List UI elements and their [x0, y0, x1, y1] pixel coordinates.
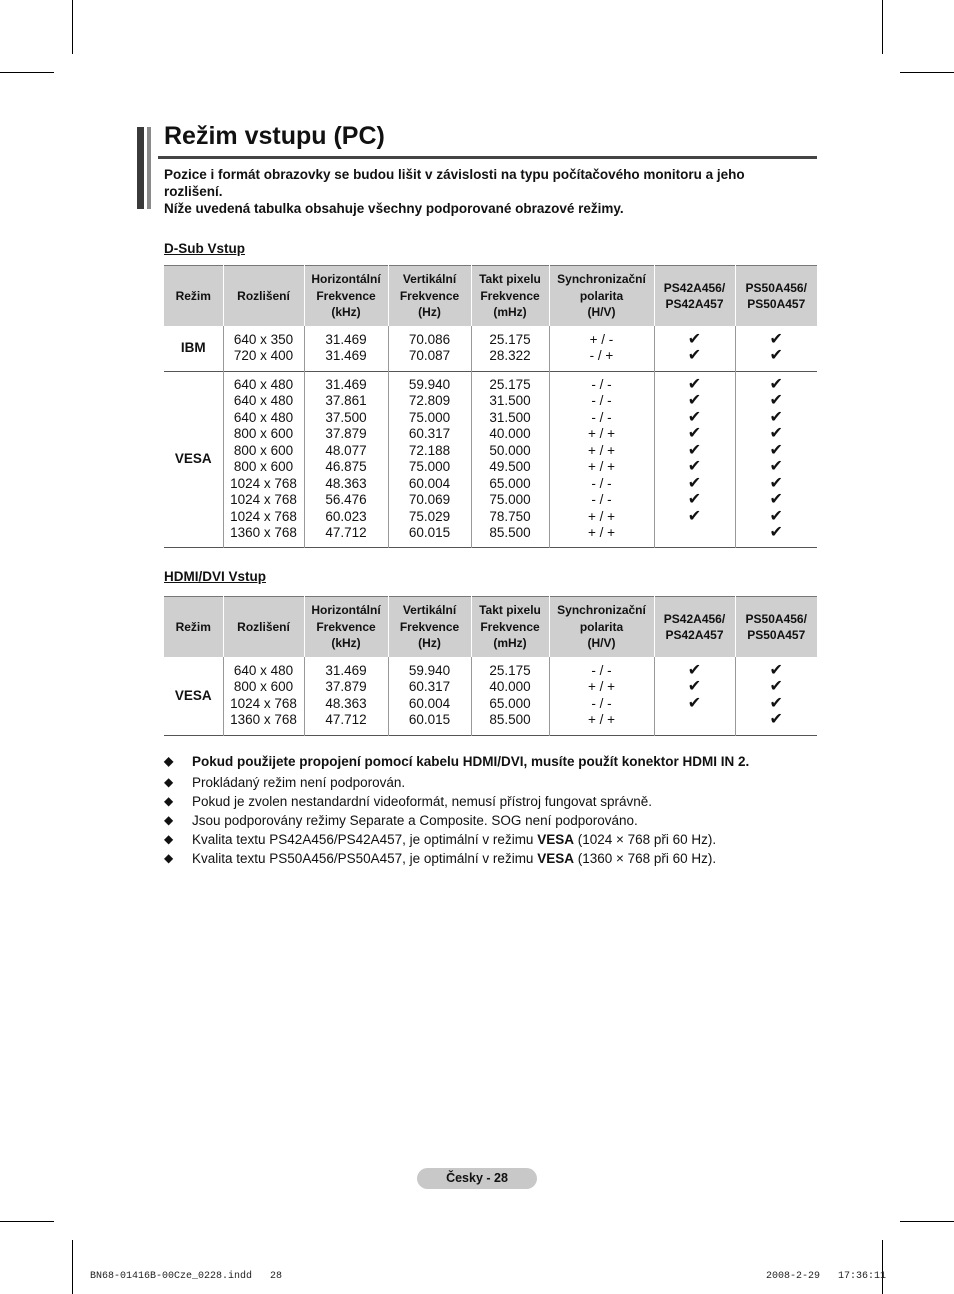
print-slug-file: BN68-01416B-00Cze_0228.indd 28	[90, 1271, 283, 1282]
pixel-cell: 25.175 28.322	[471, 326, 549, 371]
note-text: Jsou podporovány režimy Separate a Composite. SOG není podporováno.	[192, 813, 638, 828]
dsub-table	[164, 265, 817, 548]
col-header-mode: Režim	[164, 266, 223, 327]
list-item	[164, 752, 824, 773]
note-text: Prokládaný režim není podporován.	[192, 775, 406, 790]
col-header-resolution: Rozlišení	[223, 597, 304, 658]
polarity-cell: + / - - / +	[549, 326, 654, 371]
list-item	[164, 811, 824, 830]
intro-text	[164, 166, 804, 217]
col-header-resolution: Rozlišení	[223, 266, 304, 327]
list-item	[164, 849, 824, 868]
notes-list	[164, 752, 824, 868]
vfreq-cell: 59.940 72.809 75.000 60.317 72.188 75.000 60.004 70.069 75.029 60.015	[388, 371, 471, 547]
table-row	[164, 326, 817, 371]
note-text: Pokud použijete propojení pomocí kabelu HDMI/DVI, musíte použít konektor HDMI IN 2.	[192, 754, 750, 769]
diamond-bullet-icon: ◆	[164, 754, 174, 768]
list-item	[164, 830, 824, 849]
list-item	[164, 773, 824, 792]
hdmi-table	[164, 596, 817, 736]
diamond-bullet-icon: ◆	[164, 775, 174, 789]
col-header-mode: Režim	[164, 597, 223, 658]
vfreq-cell: 70.086 70.087	[388, 326, 471, 371]
checkmark-icon: ✔ ✔ ✔ ✔ ✔ ✔ ✔ ✔ ✔	[654, 371, 735, 547]
page-title: Režim vstupu (PC)	[164, 122, 385, 150]
col-header-ps50: PS50A456/ PS50A457	[735, 597, 817, 658]
crop-mark	[900, 1221, 954, 1222]
col-header-polarity: Synchronizační polarita (H/V)	[549, 266, 654, 327]
diamond-bullet-icon: ◆	[164, 851, 174, 865]
mode-cell: VESA	[174, 450, 212, 466]
note-text: (1360 × 768 při 60 Hz).	[573, 851, 717, 866]
checkmark-icon: ✔ ✔ ✔ ✔ ✔ ✔ ✔ ✔ ✔ ✔	[735, 371, 817, 547]
title-underline	[158, 156, 817, 159]
polarity-cell: - / - - / - - / - + / + + / + + / + - / - - / - + / + + / +	[549, 371, 654, 547]
dsub-section-label: D-Sub Vstup	[164, 241, 245, 256]
col-header-vfreq: Vertikální Frekvence (Hz)	[388, 597, 471, 658]
title-accent-bar	[147, 127, 151, 209]
print-slug-date: 2008-2-29 17:36:11	[766, 1271, 887, 1282]
diamond-bullet-icon: ◆	[164, 813, 174, 827]
crop-mark	[882, 0, 883, 54]
vfreq-cell: 59.940 60.317 60.004 60.015	[388, 657, 471, 735]
col-header-pixel: Takt pixelu Frekvence (mHz)	[471, 266, 549, 327]
crop-mark	[0, 72, 54, 73]
note-text: Pokud je zvolen nestandardní videoformát, nemusí přístroj fungovat správně.	[192, 794, 653, 809]
crop-mark	[900, 72, 954, 73]
col-header-polarity: Synchronizační polarita (H/V)	[549, 597, 654, 658]
list-item	[164, 792, 824, 811]
table-header-row	[164, 266, 817, 327]
intro-line: Níže uvedená tabulka obsahuje všechny podporované obrazové režimy.	[164, 201, 624, 216]
diamond-bullet-icon: ◆	[164, 832, 174, 846]
diamond-bullet-icon: ◆	[164, 794, 174, 808]
resolution-cell: 640 x 350 720 x 400	[223, 326, 304, 371]
table-header-row	[164, 597, 817, 658]
checkmark-icon: ✔ ✔	[735, 326, 817, 371]
hfreq-cell: 31.469 37.879 48.363 47.712	[304, 657, 388, 735]
col-header-hfreq: Horizontální Frekvence (kHz)	[304, 266, 388, 327]
note-text: Kvalita textu PS42A456/PS42A457, je optimální v režimu	[192, 832, 538, 847]
hfreq-cell: 31.469 37.861 37.500 37.879 48.077 46.875 48.363 56.476 60.023 47.712	[304, 371, 388, 547]
crop-mark	[0, 1221, 54, 1222]
checkmark-icon: ✔ ✔	[654, 326, 735, 371]
mode-cell: IBM	[180, 340, 206, 355]
col-header-vfreq: Vertikální Frekvence (Hz)	[388, 266, 471, 327]
checkmark-icon: ✔ ✔ ✔	[654, 657, 735, 735]
hdmi-section-label: HDMI/DVI Vstup	[164, 569, 267, 584]
crop-mark	[882, 1240, 883, 1294]
mode-cell: VESA	[174, 687, 212, 703]
col-header-ps50: PS50A456/ PS50A457	[735, 266, 817, 327]
note-text: Kvalita textu PS50A456/PS50A457, je optimální v režimu	[192, 851, 538, 866]
pixel-cell: 25.175 40.000 65.000 85.500	[471, 657, 549, 735]
note-emphasis: VESA	[537, 832, 574, 847]
col-header-pixel: Takt pixelu Frekvence (mHz)	[471, 597, 549, 658]
checkmark-icon: ✔ ✔ ✔ ✔	[735, 657, 817, 735]
intro-line: Pozice i formát obrazovky se budou lišit v závislosti na typu počítačového monitoru a jeho rozlišení.	[164, 167, 745, 199]
col-header-hfreq: Horizontální Frekvence (kHz)	[304, 597, 388, 658]
table-row	[164, 371, 817, 547]
hfreq-cell: 31.469 31.469	[304, 326, 388, 371]
polarity-cell: - / - + / + - / - + / +	[549, 657, 654, 735]
title-accent-bar	[137, 127, 144, 209]
crop-mark	[72, 1240, 73, 1294]
table-row	[164, 657, 817, 735]
col-header-ps42: PS42A456/ PS42A457	[654, 266, 735, 327]
resolution-cell: 640 x 480 640 x 480 640 x 480 800 x 600 800 x 600 800 x 600 1024 x 768 1024 x 768 1024 x 768 1360 x 768	[223, 371, 304, 547]
page-number-badge: Česky - 28	[417, 1168, 537, 1189]
note-text: (1024 × 768 při 60 Hz).	[573, 832, 717, 847]
pixel-cell: 25.175 31.500 31.500 40.000 50.000 49.500 65.000 75.000 78.750 85.500	[471, 371, 549, 547]
crop-mark	[72, 0, 73, 54]
note-emphasis: VESA	[537, 851, 574, 866]
resolution-cell: 640 x 480 800 x 600 1024 x 768 1360 x 768	[223, 657, 304, 735]
col-header-ps42: PS42A456/ PS42A457	[654, 597, 735, 658]
